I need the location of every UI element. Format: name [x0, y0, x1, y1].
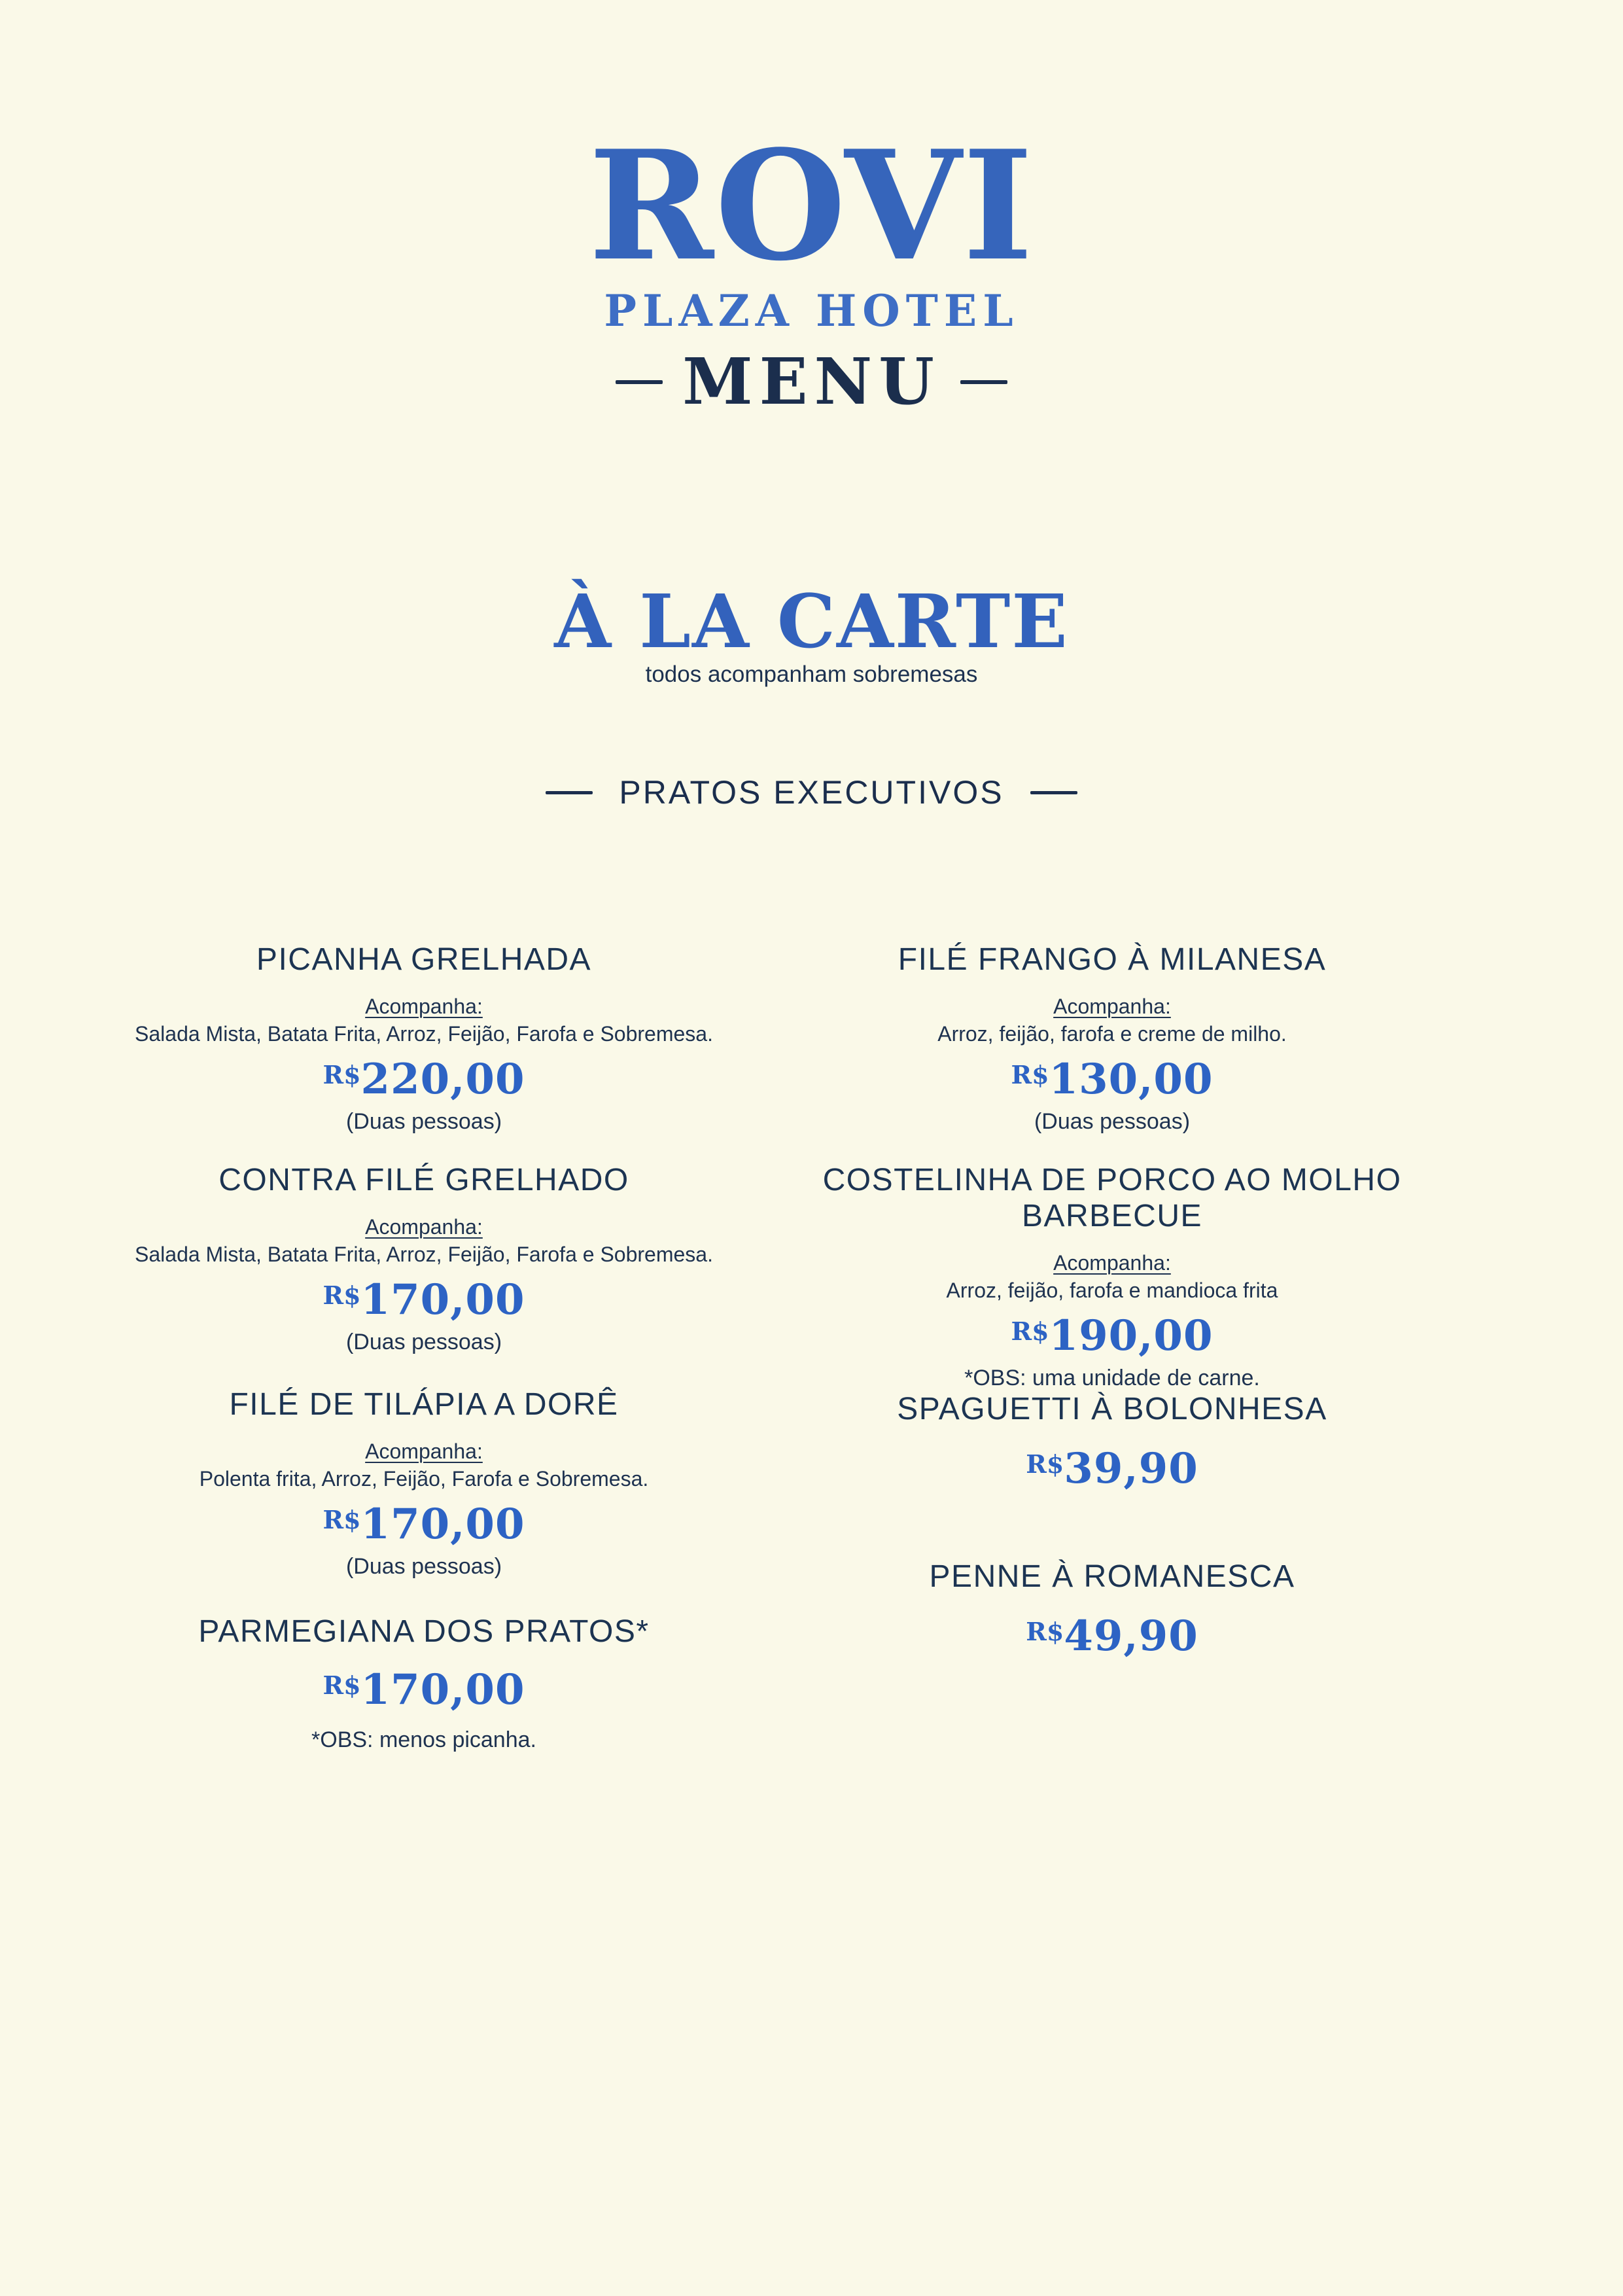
currency-symbol: R$ — [323, 1059, 361, 1089]
dish-name: PARMEGIANA DOS PRATOS* — [198, 1614, 650, 1649]
section-title: À LA CARTE — [554, 579, 1069, 665]
dish-sides-label: Acompanha: — [1053, 995, 1171, 1019]
category-row — [0, 774, 1623, 812]
dish-name: COSTELINHA DE PORCO AO MOLHO BARBECUE — [822, 1163, 1402, 1234]
dish-sides: Arroz, feijão, farofa e mandioca frita — [946, 1278, 1278, 1302]
dish-note: (Duas pessoas) — [345, 1329, 502, 1354]
dish-name: FILÉ FRANGO À MILANESA — [898, 942, 1327, 977]
price-amount: 49,90 — [1064, 1612, 1198, 1661]
price-amount: 190,00 — [1049, 1311, 1213, 1360]
dish-name: PENNE À ROMANESCA — [929, 1559, 1295, 1594]
dish-name: CONTRA FILÉ GRELHADO — [218, 1163, 629, 1197]
dish-note: (Duas pessoas) — [1034, 1108, 1191, 1134]
dish-note: *OBS: menos picanha. — [311, 1727, 536, 1753]
currency-symbol: R$ — [323, 1670, 361, 1701]
right-dash — [960, 380, 1007, 384]
left-dash — [546, 791, 593, 794]
dish-sides: Arroz, feijão, farofa e creme de milho. — [937, 1021, 1287, 1046]
currency-symbol: R$ — [323, 1280, 361, 1310]
dish-price — [90, 1054, 758, 1104]
menu-item-contra-file-grelhado — [90, 1162, 758, 1356]
section-subtitle: todos acompanham sobremesas — [645, 662, 978, 687]
dish-name: FILÉ DE TILÁPIA A DORÊ — [229, 1387, 619, 1422]
menu-item-parmegiana-dos-pratos — [90, 1614, 758, 1754]
price-amount: 170,00 — [360, 1665, 525, 1715]
left-dash — [616, 380, 663, 384]
dish-price — [739, 1054, 1485, 1104]
dish-note: *OBS: uma unidade de carne. — [964, 1365, 1260, 1390]
menu-item-spaguetti-a-bolonhesa — [739, 1391, 1485, 1494]
price-amount: 220,00 — [360, 1054, 525, 1104]
currency-symbol: R$ — [1011, 1059, 1049, 1089]
dish-sides-label: Acompanha: — [365, 1215, 483, 1239]
dish-price — [90, 1275, 758, 1324]
price-amount: 170,00 — [360, 1275, 525, 1324]
currency-symbol: R$ — [1026, 1617, 1064, 1647]
dish-name: PICANHA GRELHADA — [256, 942, 592, 977]
dish-price — [739, 1444, 1485, 1494]
menu-title-row — [0, 344, 1623, 419]
price-amount: 130,00 — [1049, 1054, 1213, 1104]
price-amount: 170,00 — [360, 1499, 525, 1549]
dish-note: (Duas pessoas) — [345, 1108, 502, 1134]
dish-sides-label: Acompanha: — [365, 995, 483, 1019]
dish-sides: Polenta frita, Arroz, Feijão, Farofa e Sobremesa. — [199, 1466, 649, 1491]
dish-price — [90, 1665, 758, 1715]
category-title: PRATOS EXECUTIVOS — [619, 774, 1004, 811]
dish-price — [739, 1311, 1485, 1360]
dish-sides: Salada Mista, Batata Frita, Arroz, Feijão, Farofa e Sobremesa. — [135, 1242, 713, 1266]
menu-item-file-frango-a-milanesa — [739, 942, 1485, 1135]
dish-sides-label: Acompanha: — [365, 1439, 483, 1464]
dish-price — [90, 1499, 758, 1549]
menu-item-picanha-grelhada — [90, 942, 758, 1135]
right-dash — [1030, 791, 1077, 794]
dish-note: (Duas pessoas) — [345, 1553, 502, 1579]
currency-symbol: R$ — [1011, 1316, 1049, 1346]
dish-price — [739, 1612, 1485, 1661]
dish-sides: Salada Mista, Batata Frita, Arroz, Feijão, Farofa e Sobremesa. — [135, 1021, 713, 1046]
menu-item-costelinha-de-porco — [739, 1162, 1485, 1392]
dish-name: SPAGUETTI À BOLONHESA — [897, 1392, 1327, 1426]
currency-symbol: R$ — [1026, 1449, 1064, 1479]
hotel-logo: ROVI — [588, 118, 1035, 294]
currency-symbol: R$ — [323, 1504, 361, 1534]
hotel-name: PLAZA HOTEL — [604, 285, 1019, 336]
price-amount: 39,90 — [1064, 1444, 1198, 1494]
menu-item-file-de-tilapia-a-dore — [90, 1386, 758, 1580]
menu-title: MENU — [682, 344, 941, 419]
menu-item-penne-a-romanesca — [739, 1559, 1485, 1661]
dish-sides-label: Acompanha: — [1053, 1251, 1171, 1275]
